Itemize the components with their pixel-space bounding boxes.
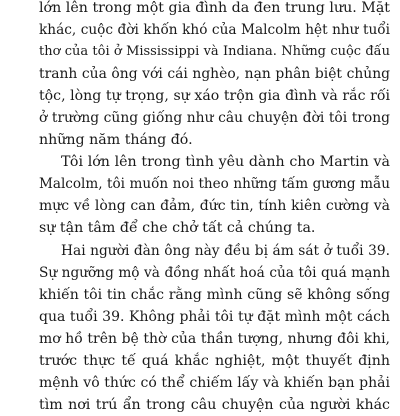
text-line: Sự ngưỡng mộ và đồng nhất hoá của tôi quá mạnh xyxy=(39,264,390,281)
text-line: sự tận tâm để che chở tất cả chúng ta. xyxy=(39,220,316,237)
text-line: tranh của ông với cái nghèo, nạn phân biệt chủng xyxy=(39,66,390,83)
text-line: thơ của tôi ở Mississippi và Indiana. Những cuộc đấu xyxy=(39,44,390,60)
paragraph-3 xyxy=(39,240,390,416)
text-line: qua tuổi 39. Không phải tôi tự đặt mình một cách xyxy=(39,308,390,325)
text-line: ở trường cũng giống như câu chuyện đời tôi trong xyxy=(39,110,390,127)
text-line: khiến tôi tin chắc rằng mình cũng sẽ không sống xyxy=(39,286,390,303)
text-line: Tôi lớn lên trong tình yêu dành cho Martin và xyxy=(61,154,390,171)
text-line: Malcolm, tôi muốn noi theo những tấm gương mẫu xyxy=(39,176,390,193)
text-line: trước thực tế quá khắc nghiệt, một thuyết định xyxy=(39,352,390,369)
text-line: khác, cuộc đời khốn khó của Malcolm hệt như tuổi xyxy=(39,22,390,39)
text-line: những năm tháng đó. xyxy=(39,132,193,149)
text-line: mơ hồ trên bệ thờ của thần tượng, nhưng đôi khi, xyxy=(39,330,390,347)
body-text xyxy=(39,0,390,416)
paragraph-1 xyxy=(39,0,390,151)
text-line: Hai người đàn ông này đều bị ám sát ở tuổi 39. xyxy=(61,242,390,259)
paragraph-2 xyxy=(39,151,390,239)
text-line: tộc, lòng tự trọng, sự xáo trộn gia đình và rắc rối xyxy=(39,88,390,105)
text-line: mệnh vô thức có thể chiếm lấy và khiến bạn phải xyxy=(39,374,390,391)
text-line: mực về lòng can đảm, đức tin, tính kiên cường và xyxy=(39,198,390,215)
text-line: lớn lên trong một gia đình da đen trung lưu. Mặt xyxy=(39,0,390,16)
text-line: tìm nơi trú ẩn trong câu chuyện của người khác xyxy=(39,396,390,413)
